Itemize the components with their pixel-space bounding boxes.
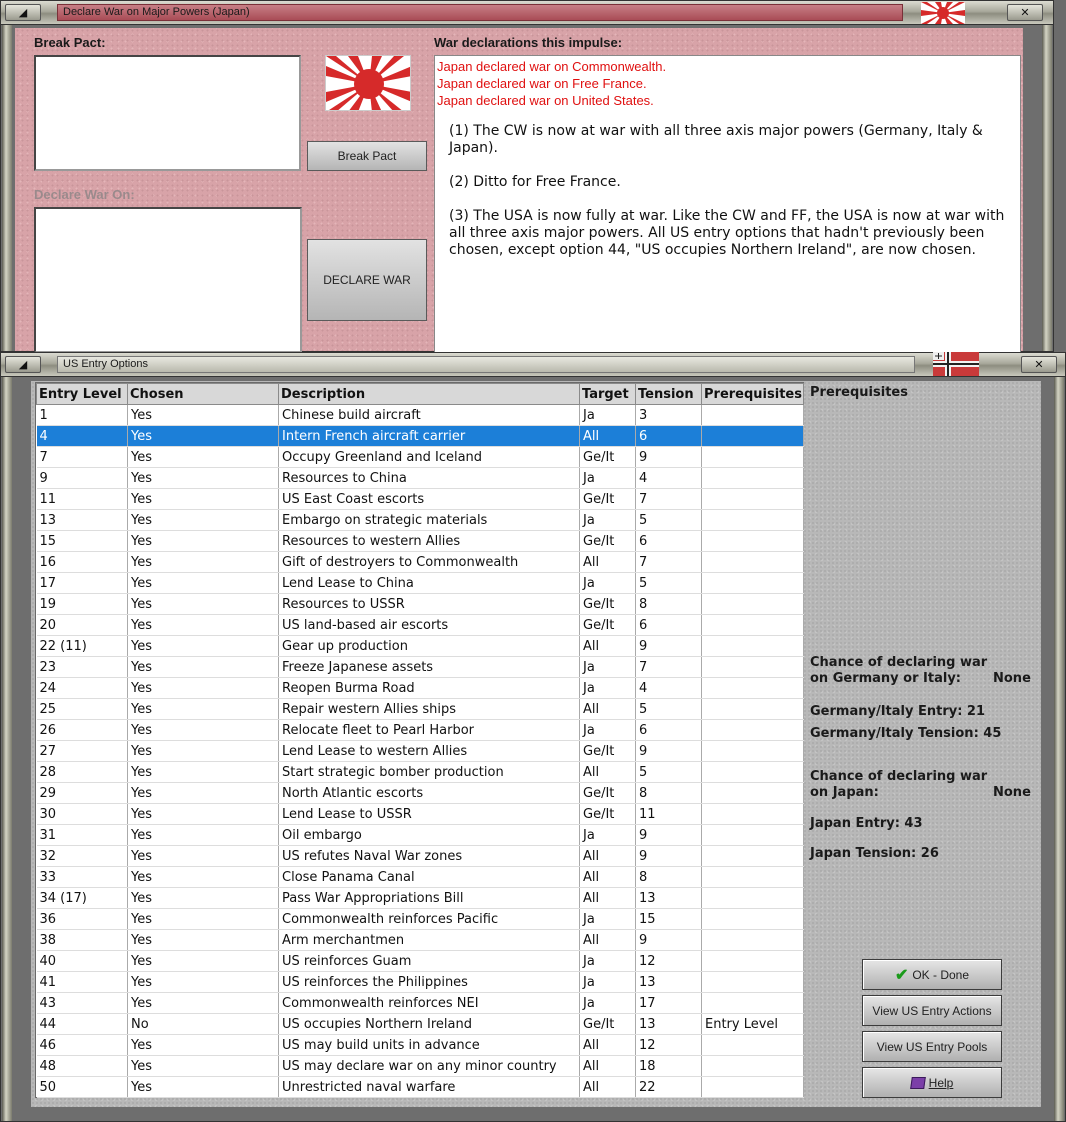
table-row[interactable] (37, 531, 804, 552)
prerequisites-cell (702, 426, 804, 447)
prerequisites-cell (702, 699, 804, 720)
ok-done-label: OK - Done (912, 967, 970, 982)
prerequisites-cell (702, 909, 804, 930)
table-row[interactable] (37, 741, 804, 762)
table-row[interactable] (37, 510, 804, 531)
chosen-cell: Yes (128, 426, 279, 447)
germany-tension: Germany/Italy Tension: 45 (810, 726, 1002, 741)
target-cell: Ja (580, 825, 636, 846)
japan-tension: Japan Tension: 26 (810, 846, 939, 861)
tension-cell: 9 (636, 447, 702, 468)
target-cell: All (580, 846, 636, 867)
table-row[interactable] (37, 636, 804, 657)
table-row[interactable] (37, 657, 804, 678)
entry-level-cell: 36 (37, 909, 128, 930)
target-cell: Ge/It (580, 531, 636, 552)
table-row[interactable] (37, 867, 804, 888)
tension-cell: 17 (636, 993, 702, 1014)
target-cell: Ge/It (580, 1014, 636, 1035)
target-cell: Ja (580, 573, 636, 594)
target-cell: Ge/It (580, 489, 636, 510)
table-row[interactable] (37, 846, 804, 867)
japan-entry: Japan Entry: 43 (810, 816, 923, 831)
tension-cell: 6 (636, 531, 702, 552)
table-row[interactable] (37, 804, 804, 825)
description-cell: Embargo on strategic materials (279, 510, 580, 531)
prerequisites-cell (702, 510, 804, 531)
declarations-log (434, 55, 1021, 353)
description-cell: North Atlantic escorts (279, 783, 580, 804)
chosen-cell: Yes (128, 951, 279, 972)
right-frame (1054, 377, 1064, 1121)
tension-cell: 9 (636, 741, 702, 762)
minimize-icon: ◢ (18, 358, 28, 371)
prerequisites-cell (702, 552, 804, 573)
title-bar (1, 353, 1065, 377)
prerequisites-cell (702, 825, 804, 846)
description-cell: Resources to China (279, 468, 580, 489)
entry-level-cell: 13 (37, 510, 128, 531)
tension-cell: 9 (636, 825, 702, 846)
description-cell: Relocate fleet to Pearl Harbor (279, 720, 580, 741)
column-header-target[interactable]: Target (580, 384, 636, 405)
declare-war-on-list[interactable] (34, 207, 302, 353)
description-cell: Lend Lease to USSR (279, 804, 580, 825)
target-cell: Ge/It (580, 783, 636, 804)
table-row[interactable] (37, 573, 804, 594)
target-cell: Ge/It (580, 447, 636, 468)
declarations-label: War declarations this impulse: (434, 35, 623, 50)
note-3: (3) The USA is now fully at war. Like the CW and FF, the USA is now at war with all three axis major powers. All US entry options that hadn't previously been chosen, except option 44, "US occupies Northern Ireland", are now chosen. (449, 208, 1005, 258)
tension-cell: 7 (636, 552, 702, 573)
description-cell: Commonwealth reinforces NEI (279, 993, 580, 1014)
close-icon: ✕ (1020, 6, 1030, 19)
prerequisites-cell (702, 468, 804, 489)
entry-level-cell: 38 (37, 930, 128, 951)
tension-cell: 3 (636, 405, 702, 426)
entry-level-cell: 48 (37, 1056, 128, 1077)
target-cell: Ja (580, 993, 636, 1014)
table-row[interactable] (37, 762, 804, 783)
tension-cell: 9 (636, 846, 702, 867)
tension-cell: 8 (636, 594, 702, 615)
title-bar (1, 1, 1053, 25)
table-row[interactable] (37, 825, 804, 846)
description-cell: US may build units in advance (279, 1035, 580, 1056)
break-pact-list[interactable] (34, 55, 301, 171)
tension-cell: 6 (636, 720, 702, 741)
prerequisites-cell (702, 846, 804, 867)
tension-cell: 7 (636, 489, 702, 510)
table-row[interactable] (37, 552, 804, 573)
prerequisites-cell (702, 951, 804, 972)
chosen-cell: Yes (128, 1035, 279, 1056)
prerequisites-cell (702, 993, 804, 1014)
chosen-cell: Yes (128, 972, 279, 993)
japan-flag-icon (325, 55, 411, 111)
prerequisites-cell (702, 804, 804, 825)
checkmark-icon: ✔ (894, 966, 909, 984)
table-row[interactable] (37, 1077, 804, 1098)
description-cell: Intern French aircraft carrier (279, 426, 580, 447)
entry-level-cell: 33 (37, 867, 128, 888)
chosen-cell: Yes (128, 510, 279, 531)
description-cell: US may declare war on any minor country (279, 1056, 580, 1077)
chosen-cell: Yes (128, 552, 279, 573)
description-cell: Chinese build aircraft (279, 405, 580, 426)
description-cell: US reinforces Guam (279, 951, 580, 972)
declaration-line: Japan declared war on United States. (437, 93, 654, 108)
entry-level-cell: 28 (37, 762, 128, 783)
column-header-description[interactable]: Description (279, 384, 580, 405)
target-cell: Ge/It (580, 804, 636, 825)
prerequisites-cell (702, 762, 804, 783)
target-cell: Ge/It (580, 615, 636, 636)
table-row[interactable] (37, 594, 804, 615)
break-pact-label: Break Pact: (34, 35, 106, 50)
table-row[interactable] (37, 909, 804, 930)
table-row[interactable] (37, 447, 804, 468)
prerequisites-cell (702, 636, 804, 657)
target-cell: Ja (580, 510, 636, 531)
close-icon: ✕ (1034, 358, 1044, 371)
description-cell: US East Coast escorts (279, 489, 580, 510)
chosen-cell: Yes (128, 762, 279, 783)
left-frame (2, 25, 12, 351)
ok-done-button[interactable] (862, 959, 1002, 990)
chosen-cell: No (128, 1014, 279, 1035)
chosen-cell: Yes (128, 846, 279, 867)
entry-level-cell: 20 (37, 615, 128, 636)
chosen-cell: Yes (128, 741, 279, 762)
entry-level-cell: 16 (37, 552, 128, 573)
prerequisites-cell (702, 720, 804, 741)
description-cell: Gear up production (279, 636, 580, 657)
left-frame (2, 377, 12, 1121)
chance-japan-label-2: on Japan: (810, 785, 879, 800)
target-cell: Ge/It (580, 594, 636, 615)
prerequisites-cell (702, 615, 804, 636)
table-row[interactable] (37, 699, 804, 720)
chosen-cell: Yes (128, 531, 279, 552)
description-cell: Commonwealth reinforces Pacific (279, 909, 580, 930)
description-cell: US land-based air escorts (279, 615, 580, 636)
tension-cell: 5 (636, 699, 702, 720)
entry-level-cell: 1 (37, 405, 128, 426)
entry-level-cell: 19 (37, 594, 128, 615)
chosen-cell: Yes (128, 867, 279, 888)
note-1: (1) The CW is now at war with all three axis major powers (Germany, Italy & Japan). (449, 123, 983, 156)
entry-level-cell: 11 (37, 489, 128, 510)
declaration-line: Japan declared war on Free France. (437, 76, 647, 91)
chosen-cell: Yes (128, 678, 279, 699)
title-band (57, 356, 915, 373)
chosen-cell: Yes (128, 783, 279, 804)
prerequisites-cell (702, 867, 804, 888)
entry-level-cell: 46 (37, 1035, 128, 1056)
tension-cell: 5 (636, 762, 702, 783)
table-row[interactable] (37, 489, 804, 510)
target-cell: All (580, 1056, 636, 1077)
tension-cell: 5 (636, 510, 702, 531)
tension-cell: 13 (636, 888, 702, 909)
tension-cell: 11 (636, 804, 702, 825)
description-cell: Reopen Burma Road (279, 678, 580, 699)
tension-cell: 15 (636, 909, 702, 930)
prerequisites-cell (702, 573, 804, 594)
table-row[interactable] (37, 468, 804, 489)
entry-level-cell: 15 (37, 531, 128, 552)
prerequisites-cell (702, 1056, 804, 1077)
tension-cell: 7 (636, 657, 702, 678)
prerequisites-cell (702, 531, 804, 552)
entry-level-cell: 4 (37, 426, 128, 447)
target-cell: Ja (580, 657, 636, 678)
close-button[interactable] (1007, 4, 1043, 21)
chance-germany-label-2: on Germany or Italy: (810, 671, 962, 686)
table-row[interactable] (37, 993, 804, 1014)
declare-war-button[interactable]: DECLARE WAR (307, 239, 427, 321)
target-cell: All (580, 762, 636, 783)
note-2: (2) Ditto for Free France. (449, 174, 621, 190)
entry-level-cell: 43 (37, 993, 128, 1014)
target-cell: All (580, 699, 636, 720)
chance-germany-label-1: Chance of declaring war (810, 655, 988, 670)
entry-level-cell: 22 (11) (37, 636, 128, 657)
description-cell: Close Panama Canal (279, 867, 580, 888)
description-cell: Oil embargo (279, 825, 580, 846)
entry-level-cell: 41 (37, 972, 128, 993)
window-title: Declare War on Major Powers (Japan) (63, 6, 250, 18)
entry-level-cell: 17 (37, 573, 128, 594)
prerequisites-cell (702, 783, 804, 804)
japan-flag-small-icon (921, 2, 965, 24)
description-cell: Occupy Greenland and Iceland (279, 447, 580, 468)
minimize-button[interactable] (5, 356, 41, 373)
entry-options-table[interactable] (35, 382, 804, 1098)
tension-cell: 22 (636, 1077, 702, 1098)
germany-flag-icon (933, 352, 979, 376)
tension-cell: 12 (636, 1035, 702, 1056)
prerequisites-cell (702, 594, 804, 615)
chosen-cell: Yes (128, 1056, 279, 1077)
window-title: US Entry Options (63, 358, 148, 370)
prerequisites-cell (702, 930, 804, 951)
column-header-chosen[interactable]: Chosen (128, 384, 279, 405)
minimize-icon: ◢ (18, 6, 28, 19)
chosen-cell: Yes (128, 930, 279, 951)
entry-level-cell: 25 (37, 699, 128, 720)
description-cell: Freeze Japanese assets (279, 657, 580, 678)
tension-cell: 4 (636, 678, 702, 699)
prerequisites-cell: Entry Level (702, 1014, 804, 1035)
description-cell: US reinforces the Philippines (279, 972, 580, 993)
tension-cell: 13 (636, 1014, 702, 1035)
entry-level-cell: 30 (37, 804, 128, 825)
entry-level-cell: 34 (17) (37, 888, 128, 909)
prerequisites-heading: Prerequisites (810, 385, 908, 400)
declare-war-window (0, 0, 1054, 352)
entry-level-cell: 23 (37, 657, 128, 678)
target-cell: Ge/It (580, 741, 636, 762)
entry-level-cell: 31 (37, 825, 128, 846)
prerequisites-cell (702, 1035, 804, 1056)
chosen-cell: Yes (128, 447, 279, 468)
table-row[interactable] (37, 972, 804, 993)
entry-level-cell: 32 (37, 846, 128, 867)
prerequisites-cell (702, 741, 804, 762)
entry-level-cell: 27 (37, 741, 128, 762)
chosen-cell: Yes (128, 594, 279, 615)
view-entry-pools-button[interactable]: View US Entry Pools (862, 1031, 1002, 1062)
chosen-cell: Yes (128, 699, 279, 720)
entry-level-cell: 29 (37, 783, 128, 804)
table-row[interactable] (37, 888, 804, 909)
tension-cell: 4 (636, 468, 702, 489)
table-row[interactable] (37, 1035, 804, 1056)
target-cell: All (580, 1035, 636, 1056)
minimize-button[interactable] (5, 4, 41, 21)
column-header-tension[interactable]: Tension (636, 384, 702, 405)
target-cell: All (580, 930, 636, 951)
break-pact-button[interactable]: Break Pact (307, 141, 427, 171)
chance-japan-label-1: Chance of declaring war (810, 769, 988, 784)
prerequisites-cell (702, 972, 804, 993)
chosen-cell: Yes (128, 993, 279, 1014)
target-cell: Ja (580, 678, 636, 699)
chosen-cell: Yes (128, 888, 279, 909)
chosen-cell: Yes (128, 573, 279, 594)
description-cell: Pass War Appropriations Bill (279, 888, 580, 909)
target-cell: All (580, 426, 636, 447)
description-cell: Resources to USSR (279, 594, 580, 615)
prerequisites-cell (702, 489, 804, 510)
description-cell: Lend Lease to western Allies (279, 741, 580, 762)
prerequisites-cell (702, 1077, 804, 1098)
table-row[interactable] (37, 405, 804, 426)
description-cell: Unrestricted naval warfare (279, 1077, 580, 1098)
description-cell: Lend Lease to China (279, 573, 580, 594)
chosen-cell: Yes (128, 615, 279, 636)
description-cell: Resources to western Allies (279, 531, 580, 552)
target-cell: Ja (580, 405, 636, 426)
help-button[interactable] (862, 1067, 1002, 1098)
view-entry-actions-button[interactable]: View US Entry Actions (862, 995, 1002, 1026)
chosen-cell: Yes (128, 636, 279, 657)
prerequisites-cell (702, 447, 804, 468)
target-cell: Ja (580, 951, 636, 972)
book-icon (910, 1077, 926, 1089)
tension-cell: 6 (636, 426, 702, 447)
target-cell: All (580, 552, 636, 573)
table-row[interactable] (37, 678, 804, 699)
entry-level-cell: 26 (37, 720, 128, 741)
declaration-line: Japan declared war on Commonwealth. (437, 59, 667, 74)
chance-japan-value: None (993, 785, 1031, 800)
entry-level-cell: 9 (37, 468, 128, 489)
target-cell: All (580, 888, 636, 909)
tension-cell: 12 (636, 951, 702, 972)
prerequisites-cell (702, 678, 804, 699)
chosen-cell: Yes (128, 720, 279, 741)
entry-level-cell: 40 (37, 951, 128, 972)
description-cell: US occupies Northern Ireland (279, 1014, 580, 1035)
tension-cell: 18 (636, 1056, 702, 1077)
declare-war-on-label: Declare War On: (34, 187, 135, 202)
entry-level-cell: 24 (37, 678, 128, 699)
table-row[interactable] (37, 783, 804, 804)
table-row[interactable] (37, 951, 804, 972)
chosen-cell: Yes (128, 489, 279, 510)
chosen-cell: Yes (128, 909, 279, 930)
target-cell: All (580, 1077, 636, 1098)
table-header (37, 384, 804, 405)
description-cell: Arm merchantmen (279, 930, 580, 951)
help-label: Help (928, 1075, 954, 1090)
prerequisites-cell (702, 657, 804, 678)
tension-cell: 13 (636, 972, 702, 993)
chosen-cell: Yes (128, 405, 279, 426)
column-header-entry-level[interactable]: Entry Level (37, 384, 128, 405)
target-cell: Ja (580, 909, 636, 930)
chosen-cell: Yes (128, 468, 279, 489)
description-cell: Repair western Allies ships (279, 699, 580, 720)
tension-cell: 6 (636, 615, 702, 636)
table-row[interactable] (37, 1056, 804, 1077)
entry-level-cell: 7 (37, 447, 128, 468)
description-cell: Start strategic bomber production (279, 762, 580, 783)
description-cell: Gift of destroyers to Commonwealth (279, 552, 580, 573)
chosen-cell: Yes (128, 825, 279, 846)
target-cell: Ja (580, 720, 636, 741)
table-row[interactable] (37, 930, 804, 951)
germany-entry: Germany/Italy Entry: 21 (810, 704, 986, 719)
close-button[interactable] (1021, 356, 1057, 373)
table-row[interactable] (37, 720, 804, 741)
target-cell: All (580, 867, 636, 888)
chosen-cell: Yes (128, 804, 279, 825)
table-row[interactable] (37, 1014, 804, 1035)
right-frame (1042, 25, 1052, 351)
target-cell: Ja (580, 468, 636, 489)
tension-cell: 9 (636, 930, 702, 951)
target-cell: All (580, 636, 636, 657)
chosen-cell: Yes (128, 1077, 279, 1098)
column-header-prerequisites[interactable]: Prerequisites (702, 384, 804, 405)
tension-cell: 8 (636, 867, 702, 888)
tension-cell: 5 (636, 573, 702, 594)
entry-level-cell: 44 (37, 1014, 128, 1035)
tension-cell: 9 (636, 636, 702, 657)
prerequisites-cell (702, 405, 804, 426)
chance-germany-value: None (993, 671, 1031, 686)
table-row[interactable] (37, 615, 804, 636)
prerequisites-cell (702, 888, 804, 909)
table-row[interactable] (37, 426, 804, 447)
description-cell: US refutes Naval War zones (279, 846, 580, 867)
chosen-cell: Yes (128, 657, 279, 678)
tension-cell: 8 (636, 783, 702, 804)
entry-level-cell: 50 (37, 1077, 128, 1098)
target-cell: Ja (580, 972, 636, 993)
